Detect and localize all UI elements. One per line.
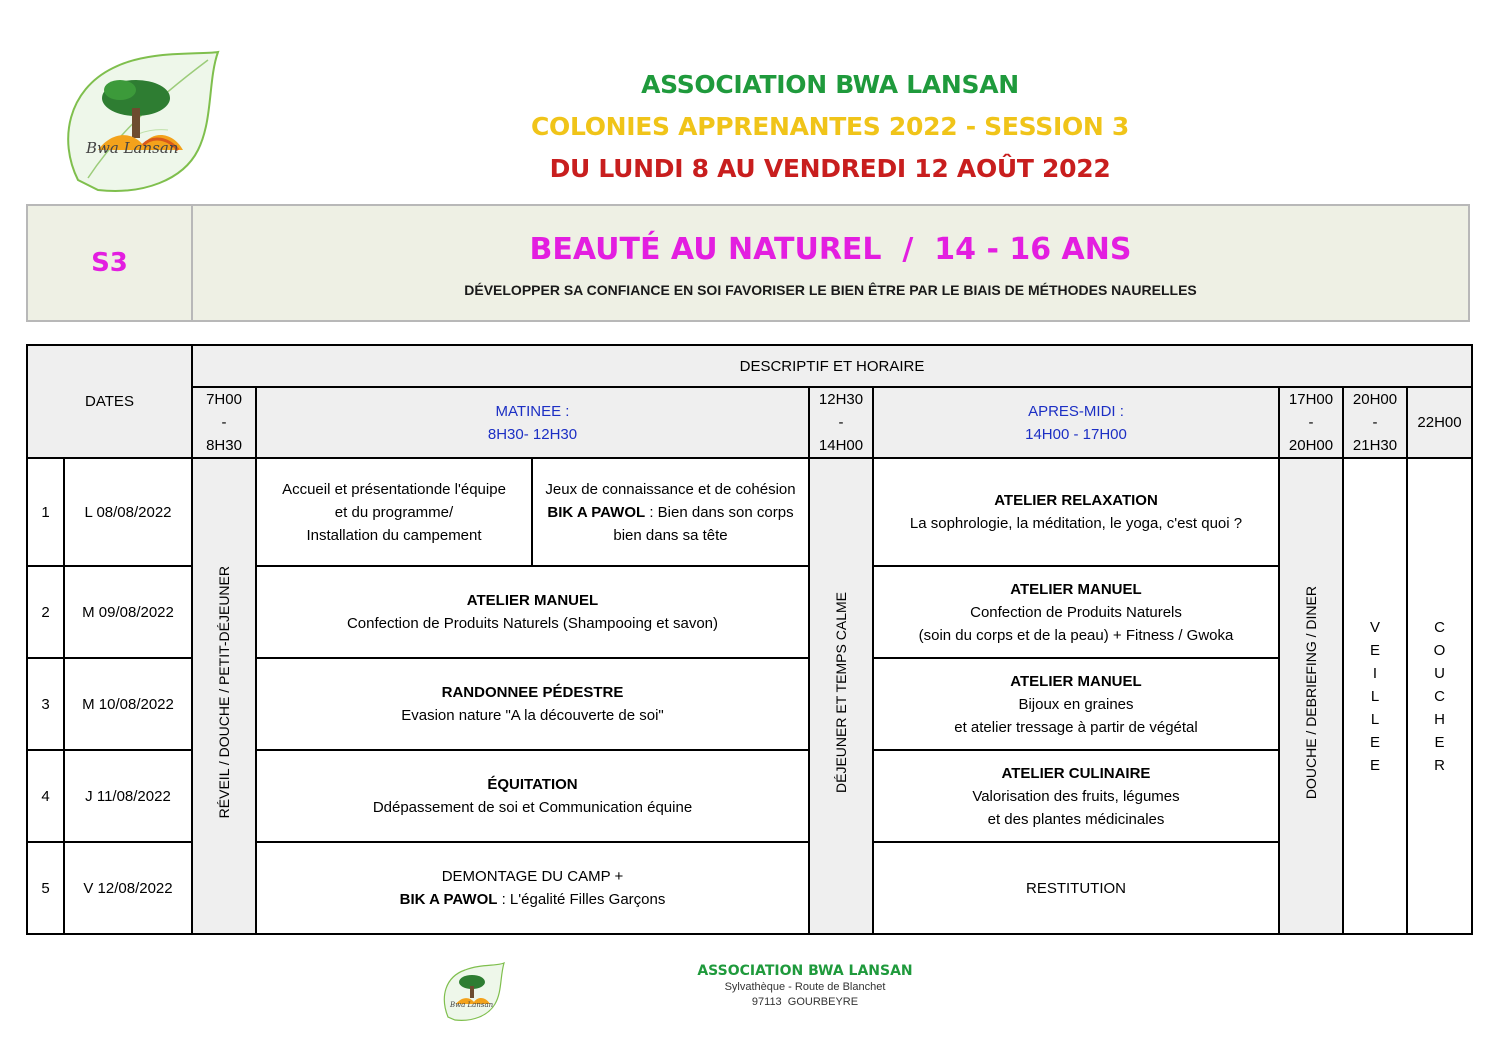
afternoon-activity: ATELIER MANUEL Bijoux en graines et atelier tressage à partir de végétal xyxy=(873,658,1279,750)
morning-activity: ÉQUITATION Ddépassement de soi et Communication équine xyxy=(256,750,809,842)
row-date: V 12/08/2022 xyxy=(64,842,192,934)
dates-header: DATES xyxy=(27,345,192,458)
morning-activity: RANDONNEE PÉDESTRE Evasion nature "A la découverte de soi" xyxy=(256,658,809,750)
association-title: ASSOCIATION BWA LANSAN xyxy=(641,70,1019,99)
bwa-lansan-logo xyxy=(58,50,223,198)
colonies-title: COLONIES APPRENANTES 2022 - SESSION 3 xyxy=(530,112,1130,141)
slot-17h00: 17H00 - 20H00 xyxy=(1279,387,1343,458)
row-date: L 08/08/2022 xyxy=(64,458,192,566)
row-date: M 09/08/2022 xyxy=(64,566,192,658)
wake-column: RÉVEIL / DOUCHE / PETIT-DÉJEUNER xyxy=(192,458,256,934)
row-date: J 11/08/2022 xyxy=(64,750,192,842)
coucher-column: C O U C H E R xyxy=(1407,458,1472,934)
footer-logo xyxy=(440,962,506,1022)
morning-activity: ATELIER MANUEL Confection de Produits Naturels (Shampooing et savon) xyxy=(256,566,809,658)
footer-address xyxy=(690,962,920,1010)
session-code: S3 xyxy=(28,206,193,320)
footer-address-line1: Sylvathèque - Route de Blanchet xyxy=(724,981,886,993)
veillee-column: V E I L L E E xyxy=(1343,458,1407,934)
row-number: 2 xyxy=(27,566,64,658)
logo-text: Bwa Lansan xyxy=(86,139,179,157)
slot-7h00: 7H00 - 8H30 xyxy=(192,387,256,458)
footer-address-line2: 97113 GOURBEYRE xyxy=(751,996,859,1008)
morning-activity-a: Accueil et présentationde l'équipe et du programme/ Installation du campement xyxy=(256,458,532,566)
descriptif-header: DESCRIPTIF ET HORAIRE xyxy=(192,345,1472,387)
session-box xyxy=(26,204,1470,322)
row-number: 3 xyxy=(27,658,64,750)
lunch-column: DÉJEUNER ET TEMPS CALME xyxy=(809,458,873,934)
schedule-table xyxy=(26,344,1473,935)
dinner-column: DOUCHE / DEBRIEFING / DINER xyxy=(1279,458,1343,934)
row-number: 5 xyxy=(27,842,64,934)
session-subtitle: DÉVELOPPER SA CONFIANCE EN SOI FAVORISER LE BIEN ÊTRE PAR LE BIAIS DE MÉTHODES NAURELLES xyxy=(464,282,1197,298)
title-block xyxy=(330,64,1330,190)
afternoon-activity: ATELIER CULINAIRE Valorisation des fruits, légumes et des plantes médicinales xyxy=(873,750,1279,842)
morning-activity: DEMONTAGE DU CAMP + BIK A PAWOL : L'égalité Filles Garçons xyxy=(256,842,809,934)
row-number: 4 xyxy=(27,750,64,842)
slot-22h00: 22H00 xyxy=(1407,387,1472,458)
footer-name: ASSOCIATION BWA LANSAN xyxy=(697,963,913,979)
date-range-title: DU LUNDI 8 AU VENDREDI 12 AOÛT 2022 xyxy=(549,154,1111,183)
afternoon-activity: ATELIER RELAXATION La sophrologie, la méditation, le yoga, c'est quoi ? xyxy=(873,458,1279,566)
slot-20h00: 20H00 - 21H30 xyxy=(1343,387,1407,458)
afternoon-activity: ATELIER MANUEL Confection de Produits Naturels (soin du corps et de la peau) + Fitness / Gwoka xyxy=(873,566,1279,658)
morning-activity-b: Jeux de connaissance et de cohésion BIK A PAWOL : Bien dans son corps bien dans sa tête xyxy=(532,458,809,566)
slot-matinee: MATINEE : 8H30- 12H30 xyxy=(256,387,809,458)
row-number: 1 xyxy=(27,458,64,566)
slot-apres-midi: APRES-MIDI : 14H00 - 17H00 xyxy=(873,387,1279,458)
table-row xyxy=(27,458,1472,566)
footer-logo-text: Bwa Lansan xyxy=(450,1001,494,1009)
slot-12h30: 12H30 - 14H00 xyxy=(809,387,873,458)
afternoon-activity: RESTITUTION xyxy=(873,842,1279,934)
session-title: BEAUTÉ AU NATUREL / 14 - 16 ANS xyxy=(529,232,1132,267)
row-date: M 10/08/2022 xyxy=(64,658,192,750)
